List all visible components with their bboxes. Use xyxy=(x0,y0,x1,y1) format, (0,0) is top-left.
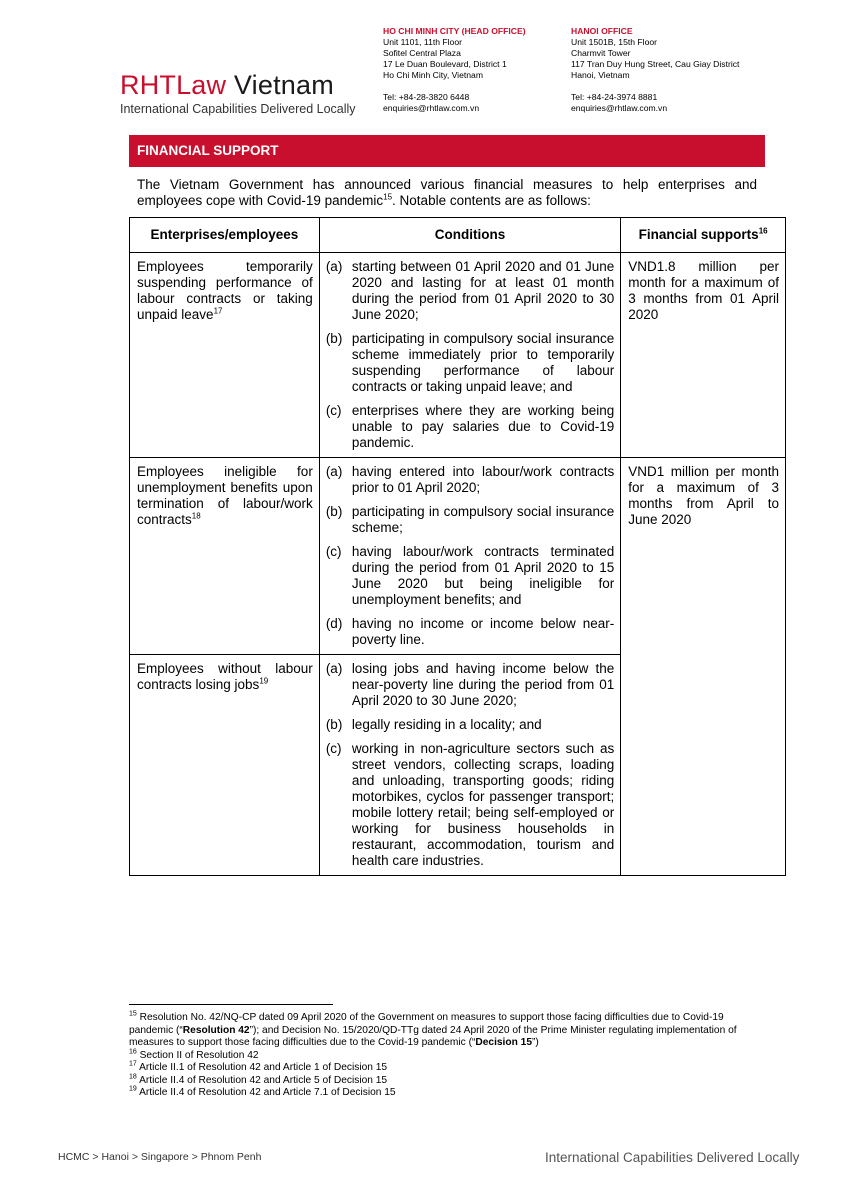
address-line: Hanoi, Vietnam xyxy=(571,70,630,80)
footnote-ref: 19 xyxy=(259,676,269,686)
office-email: enquiries@rhtlaw.com.vn xyxy=(571,103,668,113)
table-row xyxy=(130,458,786,655)
condition-item: (b) participating in compulsory social insurance scheme; xyxy=(325,504,615,535)
logo-wordmark: RHTLaw Vietnam xyxy=(120,70,334,100)
footnote-15: $^{15}$ Resolution No. 42/NQ-CP dated 09 April 2020 of the Government on measures to support those facing difficulties due to Covid-19 pandemic (“Resolution 42”); and Decision No. 15/2020/QD-TTg dated 24 April 2020 of the Prime Minister regulating implementation of measures to support those facing difficulties due to the Covid-19 pandemic (“Decision 15”) xyxy=(129,1010,737,1048)
office-email: enquiries@rhtlaw.com.vn xyxy=(383,103,480,113)
footnotes xyxy=(129,1012,769,1100)
footnote-18: $^{18}$ Article II.4 of Resolution 42 and Article 5 of Decision 15 xyxy=(129,1073,388,1086)
table-row xyxy=(130,253,786,458)
header-conditions: Conditions xyxy=(319,218,620,253)
conditions-cell xyxy=(319,253,620,458)
conditions-cell xyxy=(319,458,620,655)
section-title-banner: FINANCIAL SUPPORT xyxy=(129,135,765,167)
footer-locations: HCMC > Hanoi > Singapore > Phnom Penh xyxy=(58,1151,262,1163)
support-cell: VND1 million per month for a maximum of 3 months from April to June 2020 xyxy=(621,458,786,876)
condition-item: (b) legally residing in a locality; and xyxy=(325,717,542,732)
footnote-ref: 17 xyxy=(213,306,223,316)
company-logo xyxy=(120,70,356,116)
address-line: Charmvit Tower xyxy=(571,48,631,58)
subject-cell: Employees ineligible for unemployment benefits upon termination of labour/work contracts$^{18}$ xyxy=(130,458,320,655)
subject-cell: Employees temporarily suspending performance of labour contracts or taking unpaid leave$^{17}$ xyxy=(130,253,320,458)
footnote-divider xyxy=(129,1004,333,1005)
header-enterprises: Enterprises/employees xyxy=(130,218,320,253)
footnote-ref: 15 xyxy=(383,192,393,202)
office-phone: Tel: +84-24-3974 8881 xyxy=(571,92,658,102)
financial-support-table xyxy=(129,217,786,876)
address-line: 17 Le Duan Boulevard, District 1 xyxy=(383,59,507,69)
address-line: Ho Chi Minh City, Vietnam xyxy=(383,70,483,80)
office-title: HANOI OFFICE xyxy=(571,26,633,36)
footnote-17: $^{17}$ Article II.1 of Resolution 42 and Article 1 of Decision 15 xyxy=(129,1060,388,1073)
table-header-row xyxy=(130,218,786,253)
hanoi-office-address xyxy=(571,26,739,114)
condition-item: (c) working in non-agriculture sectors such as street vendors, collecting scraps, loading and unloading, transporting goods; riding motorbikes, cyclos for passenger transport; mobile lottery retail; being self-employed or working for business households in restaurant, accommodation, tourism and health care industries. xyxy=(325,741,615,868)
condition-item: (b) participating in compulsory social insurance scheme immediately prior to temporarily suspending performance of labour contracts or taking unpaid leave; and xyxy=(325,331,615,394)
footnote-ref: 18 xyxy=(191,511,201,521)
condition-item: (a) losing jobs and having income below the near-poverty line during the period from 01 April 2020 to 30 June 2020; xyxy=(325,661,615,708)
logo-tagline: International Capabilities Delivered Locally xyxy=(120,102,356,116)
subject-cell: Employees without labour contracts losing jobs$^{19}$ xyxy=(130,655,320,876)
header-financial-supports: Financial supports$^{16}$ xyxy=(621,218,786,253)
support-cell: VND1.8 million per month for a maximum of 3 months from 01 April 2020 xyxy=(621,253,786,458)
address-line: 117 Tran Duy Hung Street, Cau Giay District xyxy=(571,59,740,69)
footnote-19: $^{19}$ Article II.4 of Resolution 42 and Article 7.1 of Decision 15 xyxy=(129,1085,396,1098)
address-line: Unit 1501B, 15th Floor xyxy=(571,37,657,47)
intro-paragraph: The Vietnam Government has announced various financial measures to help enterprises and employees cope with Covid-19 pandemic$^{15}$. Notable contents are as follows: xyxy=(137,177,757,208)
address-line: Sofitel Central Plaza xyxy=(383,48,461,58)
condition-item: (c) enterprises where they are working being unable to pay salaries due to Covid-19 pandemic. xyxy=(325,403,615,450)
condition-item: (a) starting between 01 April 2020 and 01 June 2020 and lasting for at least 01 month during the period from 01 April 2020 to 30 June 2020; xyxy=(325,259,615,322)
hcmc-office-address xyxy=(383,26,526,114)
footnote-ref: 16 xyxy=(758,226,768,236)
condition-item: (a) having entered into labour/work contracts prior to 01 April 2020; xyxy=(325,464,615,495)
office-phone: Tel: +84-28-3820 6448 xyxy=(383,92,470,102)
footer-tagline: International Capabilities Delivered Locally xyxy=(545,1150,800,1165)
footnote-16: $^{16}$ Section II of Resolution 42 xyxy=(129,1048,259,1061)
conditions-cell xyxy=(319,655,620,876)
condition-item: (c) having labour/work contracts terminated during the period from 01 April 2020 to 15 June 2020 but being ineligible for unemployment benefits; and xyxy=(325,544,615,607)
office-title: HO CHI MINH CITY (HEAD OFFICE) xyxy=(383,26,526,36)
address-line: Unit 1101, 11th Floor xyxy=(383,37,462,47)
condition-item: (d) having no income or income below near-poverty line. xyxy=(325,616,615,647)
